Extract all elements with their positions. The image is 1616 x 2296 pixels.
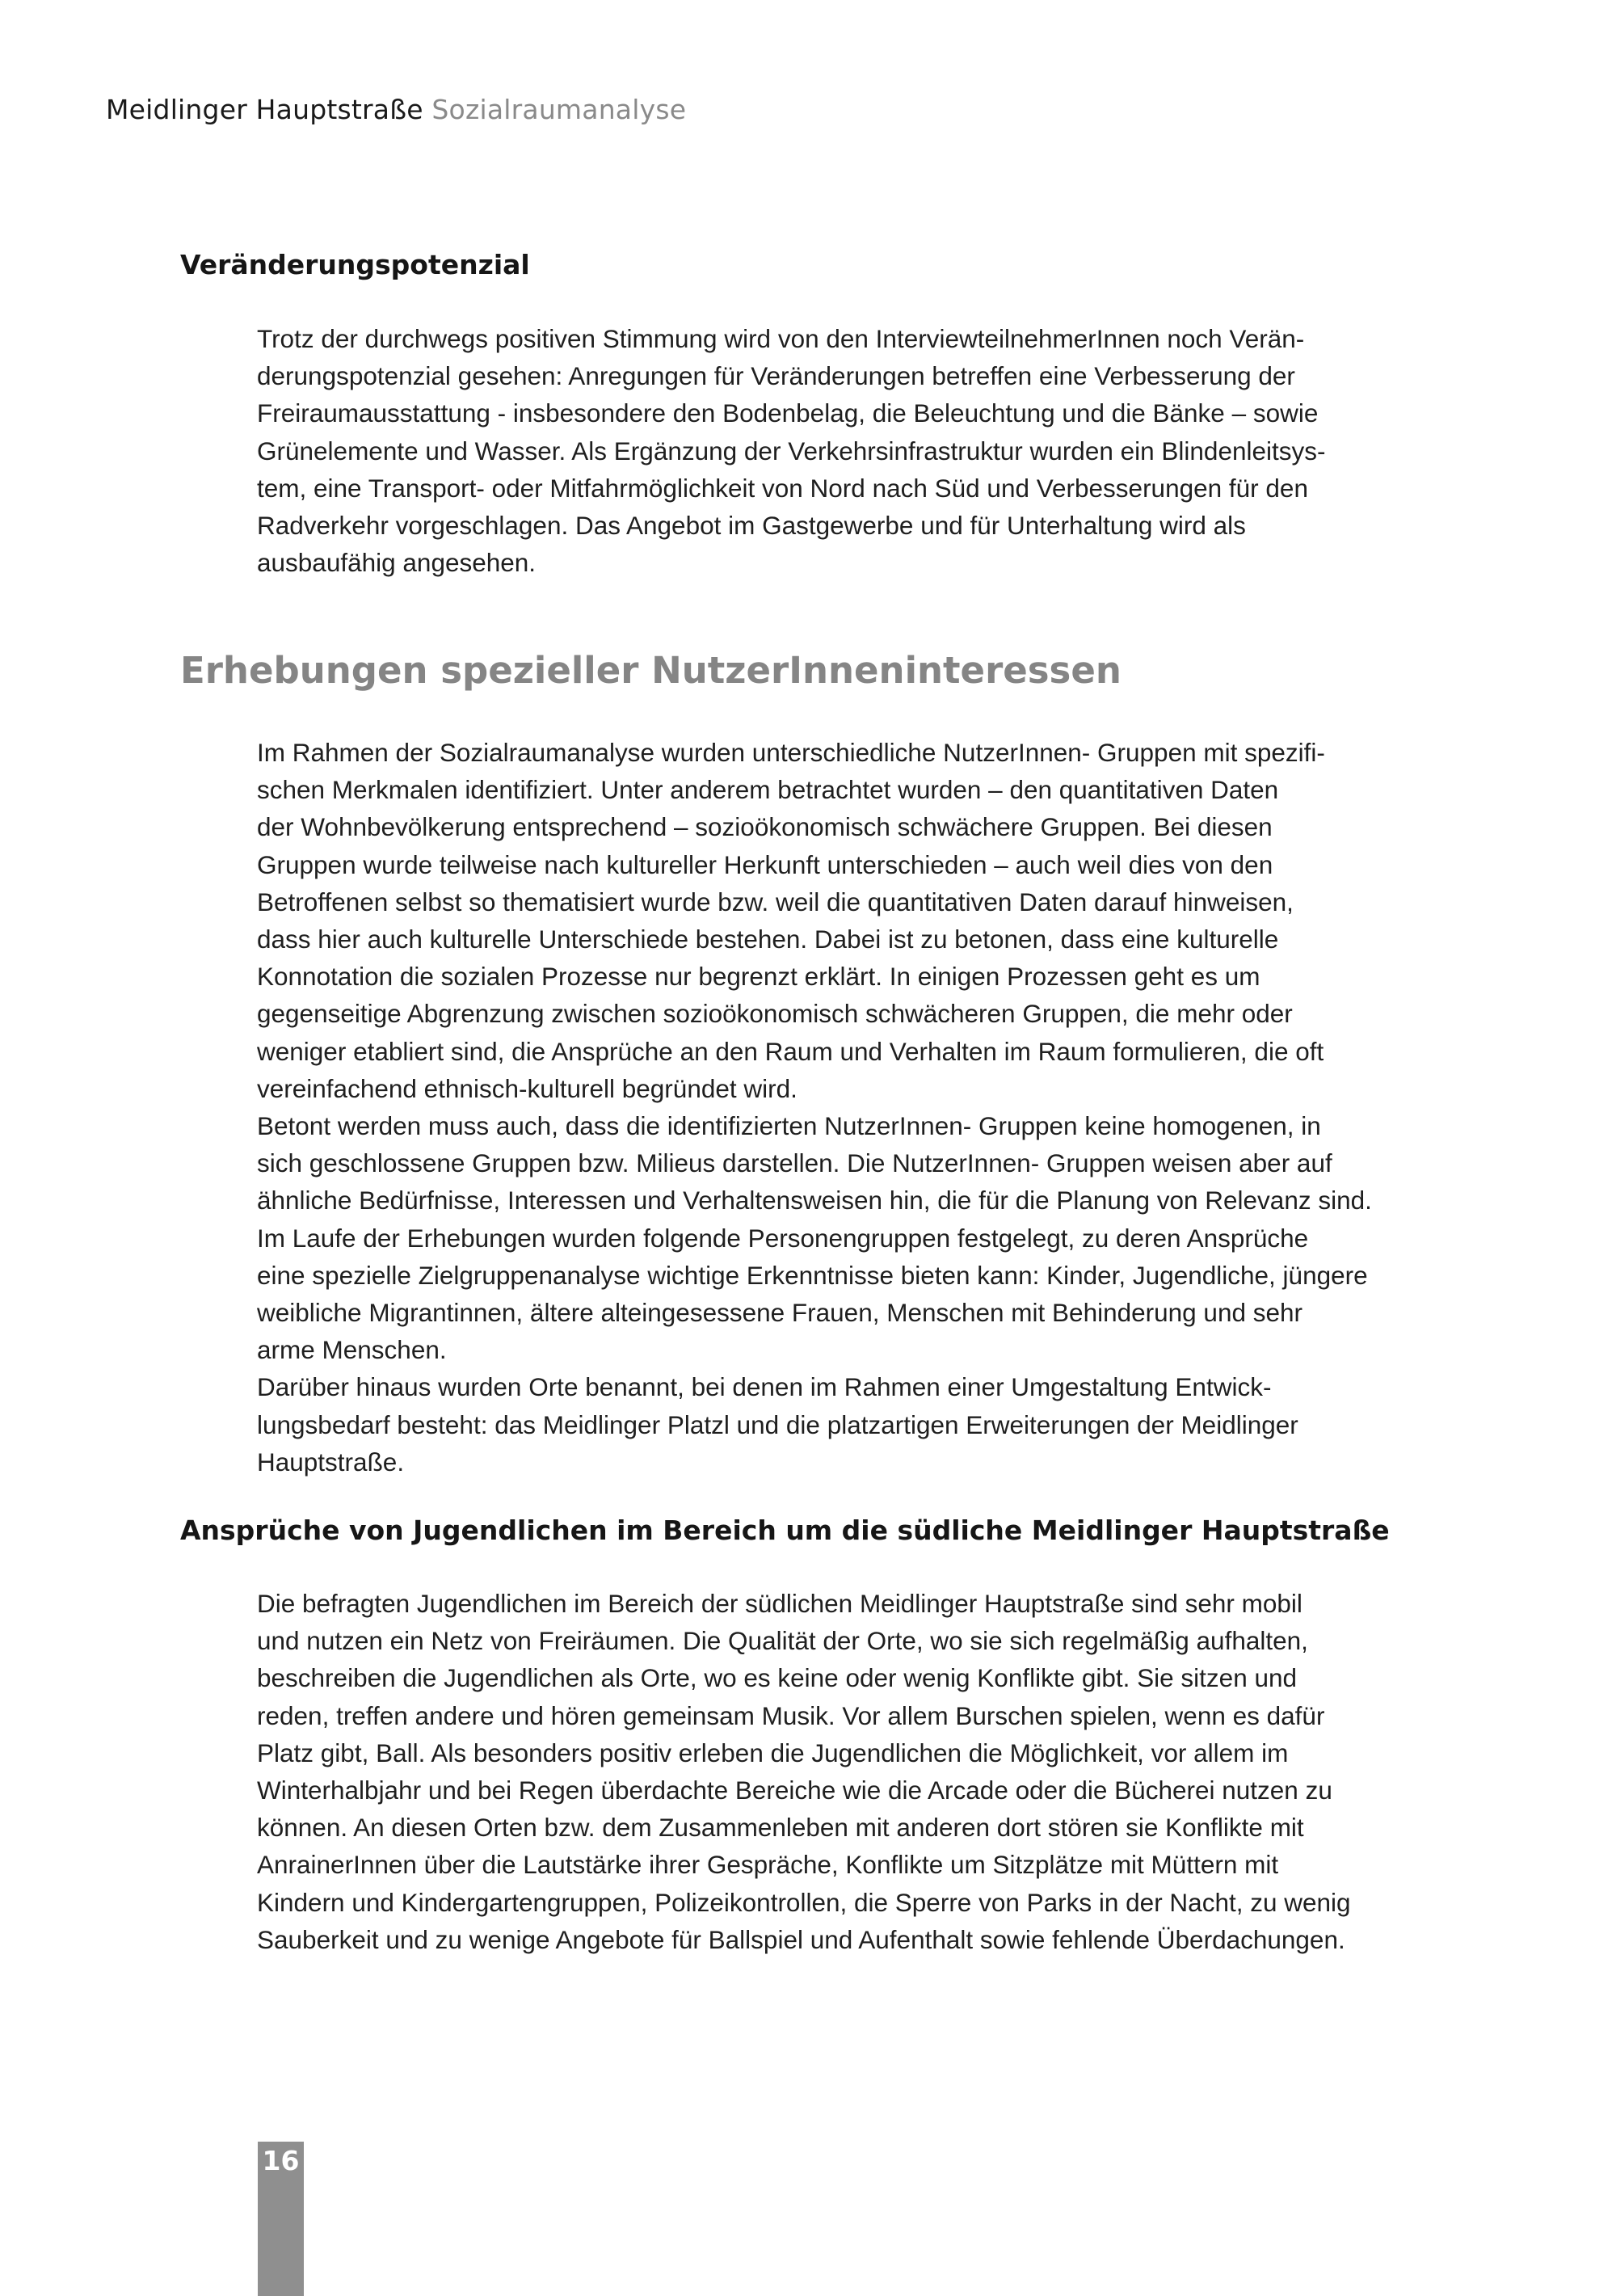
running-header [106, 94, 686, 125]
text-line: Sauberkeit und zu wenige Angebote für Ballspiel und Aufenthalt sowie fehlende Überdachungen. [257, 1924, 1345, 1954]
text-line: ausbaufähig angesehen. [257, 548, 537, 578]
section-heading-jugendliche: Ansprüche von Jugendlichen im Bereich um die südliche Meidlinger Hauptstraße [180, 1515, 1390, 1546]
text-line: Gruppen wurde teilweise nach kultureller Herkunft unterschieden – auch weil dies von den [257, 849, 1273, 879]
text-line: vereinfachend ethnisch-kulturell begründet wird. [257, 1073, 797, 1103]
text-line: der Wohnbevölkerung entsprechend – sozioökonomisch schwächere Gruppen. Bei diesen [257, 812, 1273, 842]
text-line: Die befragten Jugendlichen im Bereich der südlichen Meidlinger Hauptstraße sind sehr mobil [257, 1589, 1302, 1618]
text-line: können. An diesen Orten bzw. dem Zusammenleben mit anderen dort stören sie Konflikte mit [257, 1813, 1304, 1843]
text-line: Betont werden muss auch, dass die identifizierten NutzerInnen- Gruppen keine homogenen, in [257, 1111, 1321, 1141]
document-title: Meidlinger Hauptstraße [106, 94, 423, 125]
text-line: Trotz der durchwegs positiven Stimmung wird von den InterviewteilnehmerInnen noch Verän- [257, 324, 1305, 353]
text-line: und nutzen ein Netz von Freiräumen. Die Qualität der Orte, wo sie sich regelmäßig aufhalten, [257, 1626, 1308, 1656]
paragraph-nutzerinneninteressen [257, 734, 1372, 1481]
section-heading-veraenderungspotenzial: Veränderungspotenzial [180, 249, 530, 280]
text-line: weniger etabliert sind, die Ansprüche an den Raum und Verhalten im Raum formulieren, die oft [257, 1036, 1324, 1066]
text-line: gegenseitige Abgrenzung zwischen sozioökonomisch schwächeren Gruppen, die mehr oder [257, 999, 1293, 1029]
text-line: derungspotenzial gesehen: Anregungen für Veränderungen betreffen eine Verbesserung der [257, 361, 1295, 391]
text-line: Betroffenen selbst so thematisiert wurde bzw. weil die quantitativen Daten darauf hinweisen, [257, 887, 1294, 916]
text-line: Platz gibt, Ball. Als besonders positiv erleben die Jugendlichen die Möglichkeit, vor allem im [257, 1738, 1289, 1767]
paragraph-jugendliche [257, 1585, 1372, 1958]
text-line: eine spezielle Zielgruppenanalyse wichtige Erkenntnisse bieten kann: Kinder, Jugendliche, jüngere [257, 1260, 1368, 1290]
text-line: Hauptstraße. [257, 1447, 405, 1477]
text-line: lungsbedarf besteht: das Meidlinger Platzl und die platzartigen Erweiterungen der Meidlinger [257, 1409, 1298, 1439]
text-line: Konnotation die sozialen Prozesse nur begrenzt erklärt. In einigen Prozessen geht es um [257, 962, 1260, 992]
text-line: reden, treffen andere und hören gemeinsam Musik. Vor allem Burschen spielen, wenn es dafür [257, 1700, 1325, 1730]
text-line: tem, eine Transport- oder Mitfahrmöglichkeit von Nord nach Süd und Verbesserungen für den [257, 473, 1308, 503]
text-line: beschreiben die Jugendlichen als Orte, wo es keine oder wenig Konflikte gibt. Sie sitzen und [257, 1663, 1298, 1693]
page-number-tab [258, 2142, 304, 2296]
section-heading-nutzerinneninteressen: Erhebungen spezieller NutzerInneninteressen [180, 649, 1122, 692]
text-line: Radverkehr vorgeschlagen. Das Angebot im Gastgewerbe und für Unterhaltung wird als [257, 511, 1246, 541]
text-line: weibliche Migrantinnen, ältere alteingesessene Frauen, Menschen mit Behinderung und sehr [257, 1298, 1303, 1328]
document-subtitle: Sozialraumanalyse [431, 94, 687, 125]
paragraph-veraenderungspotenzial [257, 320, 1372, 581]
text-line: arme Menschen. [257, 1335, 447, 1365]
text-line: Winterhalbjahr und bei Regen überdachte Bereiche wie die Arcade oder die Bücherei nutzen zu [257, 1776, 1332, 1805]
page-number: 16 [262, 2145, 300, 2176]
text-line: Im Rahmen der Sozialraumanalyse wurden unterschiedliche NutzerInnen- Gruppen mit spezifi- [257, 738, 1325, 767]
text-line: dass hier auch kulturelle Unterschiede bestehen. Dabei ist zu betonen, dass eine kulturelle [257, 925, 1279, 954]
text-line: ähnliche Bedürfnisse, Interessen und Verhaltensweisen hin, die für die Planung von Relevanz sind. [257, 1186, 1372, 1215]
text-line: schen Merkmalen identifiziert. Unter anderem betrachtet wurden – den quantitativen Daten [257, 775, 1279, 805]
text-line: sich geschlossene Gruppen bzw. Milieus darstellen. Die NutzerInnen- Gruppen weisen aber auf [257, 1148, 1332, 1178]
text-line: Freiraumausstattung - insbesondere den Bodenbelag, die Beleuchtung und die Bänke – sowie [257, 398, 1319, 428]
text-line: Darüber hinaus wurden Orte benannt, bei denen im Rahmen einer Umgestaltung Entwick- [257, 1372, 1272, 1402]
text-line: Kindern und Kindergartengruppen, Polizeikontrollen, die Sperre von Parks in der Nacht, zu wenig [257, 1887, 1351, 1917]
text-line: Im Laufe der Erhebungen wurden folgende Personengruppen festgelegt, zu deren Ansprüche [257, 1223, 1309, 1253]
text-line: Grünelemente und Wasser. Als Ergänzung der Verkehrsinfrastruktur wurden ein Blindenleitsys- [257, 436, 1326, 466]
text-line: AnrainerInnen über die Lautstärke ihrer Gespräche, Konflikte um Sitzplätze mit Müttern mit [257, 1850, 1279, 1880]
